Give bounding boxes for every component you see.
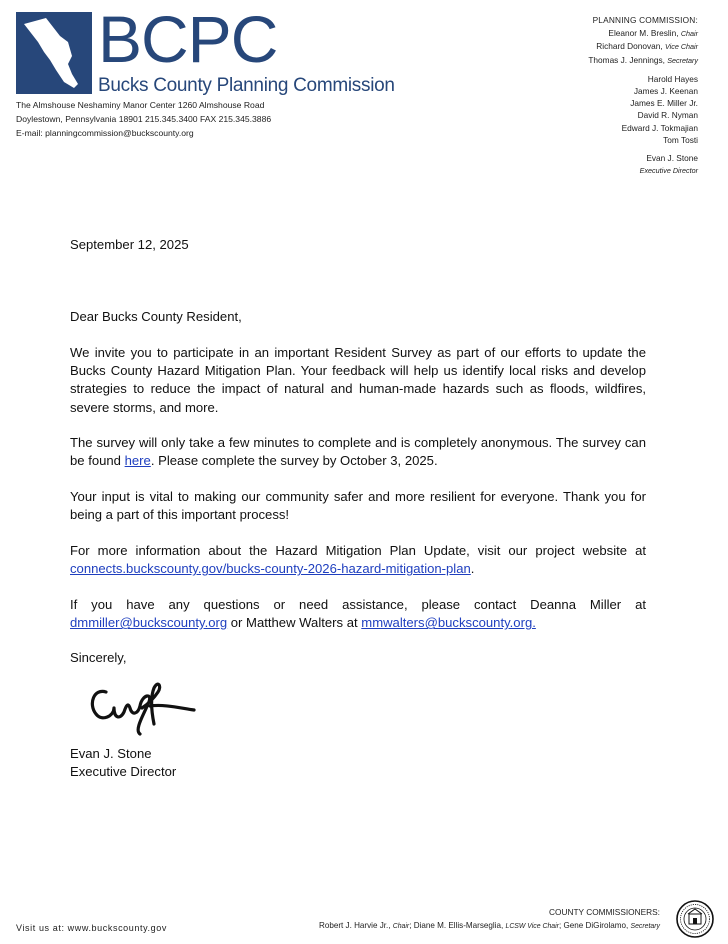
board-heading: PLANNING COMMISSION:	[592, 15, 698, 25]
address-line-1: The Almshouse Neshaminy Manor Center 1260 Almshouse Road	[16, 100, 265, 110]
paragraph-survey: The survey will only take a few minutes to complete and is completely anonymous. The survey can be found here. Please complete the survey by October 3, 2025.	[70, 435, 646, 469]
board-member: Tom Tosti	[663, 134, 698, 145]
closing: Sincerely,	[70, 650, 127, 665]
paragraph-contacts: If you have any questions or need assistance, please contact Deanna Miller at dmmiller@buckscounty.org or Matthew Walters at mmwalters@buckscounty.org.	[70, 597, 646, 631]
organization-name: Bucks County Planning Commission	[98, 75, 395, 96]
signature-block	[70, 745, 646, 781]
signer-name: Evan J. Stone	[70, 746, 152, 761]
website-footer: Visit us at: www.buckscounty.gov	[16, 923, 167, 933]
paragraph-website: For more information about the Hazard Mitigation Plan Update, visit our project website at connects.buckscounty.gov/bucks-county-2026-hazard-mitigation-plan.	[70, 543, 646, 577]
county-seal-icon	[676, 900, 714, 938]
signer-title: Executive Director	[70, 764, 177, 780]
project-website-link[interactable]: connects.buckscounty.gov/bucks-county-2026-hazard-mitigation-plan	[70, 561, 471, 577]
email-line: E-mail: planningcommission@buckscounty.org	[16, 128, 194, 138]
county-commissioners-list: Robert J. Harvie Jr., Chair; Diane M. Ellis-Marseglia, LCSW Vice Chair; Gene DiGirolamo, Secretary	[318, 921, 660, 930]
letter-date: September 12, 2025	[70, 237, 189, 252]
board-member: Harold Hayes	[647, 73, 698, 84]
board-officer: Eleanor M. Breslin, Chair	[608, 28, 698, 39]
board-member: Edward J. Tokmajian	[621, 122, 698, 133]
mmwalters-email-link[interactable]: mmwalters@buckscounty.org.	[361, 615, 536, 631]
paragraph-invitation: We invite you to participate in an important Resident Survey as part of our efforts to update the Bucks County Hazard Mitigation Plan. Your feedback will help us identify local risks and develop strategies to reduce the impact of natural and human-made hazards such as floods, wildfires, severe storms, and more.	[70, 345, 646, 415]
bcpc-logo-mark	[16, 12, 92, 94]
salutation: Dear Bucks County Resident,	[70, 309, 242, 324]
board-officer: Thomas J. Jennings, Secretary	[588, 54, 698, 65]
paragraph-thanks: Your input is vital to making our community safer and more resilient for everyone. Thank you for being a part of this important process!	[70, 489, 646, 523]
logo-letters: BCPC	[98, 2, 278, 76]
signature-image	[84, 674, 198, 736]
address-line-2: Doylestown, Pennsylvania 18901 215.345.3400 FAX 215.345.3886	[16, 114, 272, 124]
county-commissioners-heading: COUNTY COMMISSIONERS:	[549, 907, 660, 917]
board-member: James J. Keenan	[633, 86, 698, 97]
dmmiller-email-link[interactable]: dmmiller@buckscounty.org	[70, 615, 228, 631]
board-officer: Richard Donovan, Vice Chair	[596, 41, 698, 52]
planning-commission-board	[478, 14, 698, 177]
board-member: David R. Nyman	[637, 110, 698, 121]
survey-link[interactable]: here	[124, 453, 151, 469]
director-name: Evan J. Stone	[646, 153, 698, 164]
board-member: James E. Miller Jr.	[630, 98, 698, 109]
director-title: Executive Director	[639, 166, 698, 176]
